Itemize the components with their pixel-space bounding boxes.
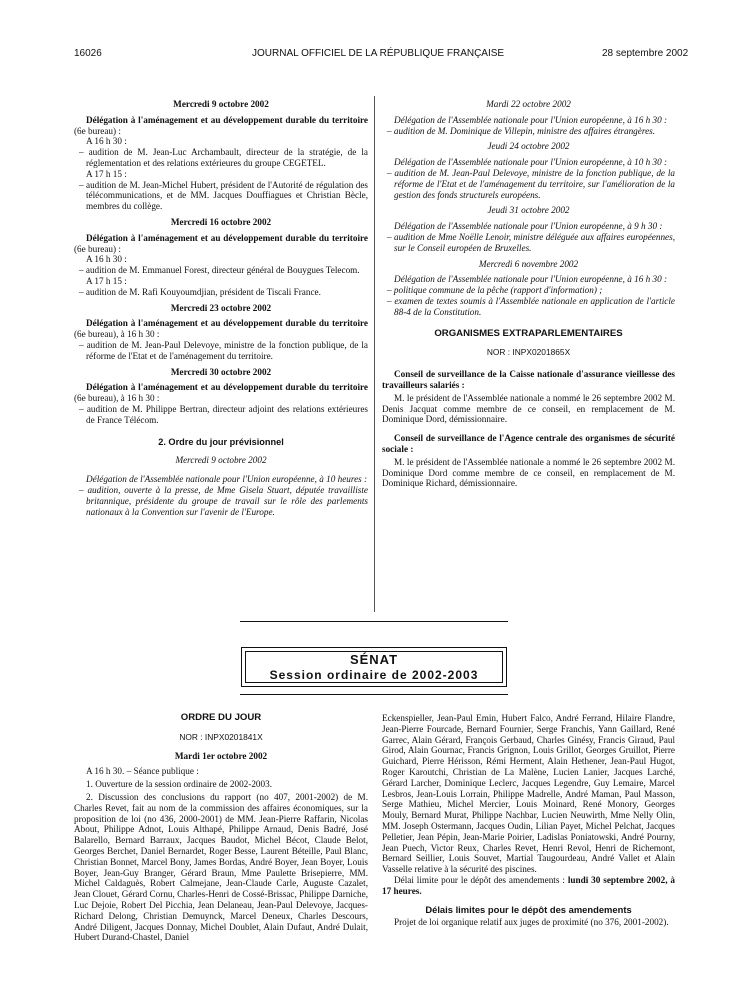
- council-heading: Conseil de surveillance de la Caisse nationale d'assurance vieillesse des travailleurs salariés :: [382, 369, 675, 390]
- agenda-item: – audition de Mme Noëlle Lenoir, ministre déléguée aux affaires européennes, sur le Conseil européen de Bruxelles.: [387, 231, 675, 253]
- column-divider: [374, 96, 375, 612]
- deadline-text: Projet de loi organique relatif aux juges de proximité (no 376, 2001-2002).: [394, 917, 669, 928]
- date-heading: Mercredi 6 novembre 2002: [478, 258, 579, 269]
- date-heading: Mercredi 23 octobre 2002: [170, 302, 272, 313]
- date-heading: Mardi 1er octobre 2002: [174, 750, 268, 761]
- page-number: 16026: [74, 48, 102, 59]
- delegation-heading: Délégation à l'aménagement et au développement durable du territoire (6e bureau), à 16 h 30 :: [74, 318, 368, 340]
- delegation-heading: Délégation de l'Assemblée nationale pour l'Union européenne, à 16 h 30 :: [394, 114, 668, 125]
- date-heading: Jeudi 24 octobre 2002: [487, 141, 570, 152]
- bottom-left-column: [74, 713, 368, 943]
- section-heading: Délais limites pour le dépôt des amendements: [425, 903, 632, 915]
- agenda-item: – audition de M. Jean-Luc Archambault, directeur de la stratégie, de la réglementation et des relations extérieures du groupe CEGETEL.: [79, 147, 368, 168]
- date-heading: Mardi 22 octobre 2002: [486, 99, 571, 109]
- delegation-heading: Délégation à l'aménagement et au développement durable du territoire (6e bureau) :: [74, 232, 368, 254]
- signatories-text: Eckenspieller, Jean-Paul Emin, Hubert Falco, André Ferrand, Hilaire Flandre, Jean-Pierre Fourcade, Bernard Fournier, Serge Franchis, Yann Gaillard, René Garrec, Alain Gérard, François Gerbaud, Charles Ginésy, Francis Giraud, Paul Girod, Alain Gournac, Francis Grignon, Louis Grillot, Georges Gruillot, Pierre Guichard, Pierre Hérisson, Rémi Herment, Alain Hethener, Jean-Paul Hugot, Roger Karoutchi, Christian de La Malène, Lucien Lanier, Jacques Larché, Gérard Larcher, Dominique Leclerc, Jacques Legendre, Guy Lemaire, Marcel Lesbros, Jean-Louis Lorrain, Philippe Madrelle, André Maman, Paul Masson, Serge Mathieu, Michel Mercier, Louis Moinard, René Monory, Georges Mouly, Bernard Murat, Philippe Nachbar, Lucien Neuwirth, Mme Nelly Olin, MM. Joseph Ostermann, Jacques Oudin, Lilian Payet, Michel Pelchat, Jacques Pelletier, Jean Pépin, Jean-Marie Poirier, Ladislas Poniatowski, André Pourny, Jean Puech, Victor Reux, Charles Revet, Henri Revol, Henri de Richemont, Bernard Seillier, Louis Souvet, Martial Taugourdeau, André Vallet et Alain Vasselle relative à la sécurité des piscines.: [382, 713, 675, 875]
- right-column: [382, 99, 675, 489]
- date-heading: Mercredi 30 octobre 2002: [170, 366, 272, 377]
- session-title: Session ordinaire de 2002-2003: [269, 668, 479, 682]
- agenda-item: – examen de textes soumis à l'Assemblée nationale en application de l'article 88-4 de la Constitution.: [387, 295, 675, 317]
- date-heading: Mercredi 9 octobre 2002: [175, 455, 267, 466]
- journal-title: JOURNAL OFFICIEL DE LA RÉPUBLIQUE FRANÇAISE: [252, 48, 505, 59]
- time-label: A 16 h 30 :: [86, 254, 127, 265]
- agenda-item: – audition de M. Jean-Paul Delevoye, ministre de la fonction publique, de la réforme de l'Etat et de l'aménagement du territoire, sur l'amélioration de la gestion des fonds structurels européens.: [387, 167, 675, 200]
- delegation-heading: Délégation de l'Assemblée nationale pour l'Union européenne, à 10 heures :: [86, 474, 368, 485]
- senat-title: SÉNAT: [349, 652, 399, 667]
- agenda-item: 1. Ouverture de la session ordinaire de 2002-2003.: [86, 779, 272, 790]
- council-text: M. le président de l'Assemblée nationale a nommé le 26 septembre 2002 M. Denis Jacquat comme membre de ce conseil, en remplacement de M. Dominique Dord, démissionnaire.: [382, 392, 675, 425]
- council-text: M. le président de l'Assemblée nationale a nommé le 26 septembre 2002 M. Dominique Dord comme membre de ce conseil, en remplacement de M. Dominique Richard, démissionnaire.: [382, 456, 675, 489]
- agenda-item: – audition de M. Rafi Kouyoumdjian, président de Tiscali France.: [79, 286, 321, 297]
- left-column: [74, 99, 368, 517]
- agenda-item: – audition de M. Jean-Michel Hubert, président de l'Autorité de régulation des télécommunications, et de MM. Jacques Douffiagues et Christian Bècle, membres du collège.: [79, 179, 368, 212]
- agenda-item: – audition de M. Philippe Bertran, directeur adjoint des relations extérieures de France Télécom.: [79, 403, 368, 425]
- nor-reference: NOR : INPX0201865X: [486, 347, 571, 358]
- council-heading: Conseil de surveillance de l'Agence centrale des organismes de sécurité sociale :: [382, 433, 675, 454]
- top-rule: [240, 621, 508, 622]
- page-header: [0, 0, 748, 60]
- agenda-item: – audition de M. Dominique de Villepin, ministre des affaires étrangères.: [387, 125, 656, 136]
- bottom-right-column: [382, 713, 675, 928]
- delegation-heading: Délégation de l'Assemblée nationale pour l'Union européenne, à 10 h 30 :: [394, 157, 668, 168]
- section-heading: ORGANISMES EXTRAPARLEMENTAIRES: [434, 327, 623, 339]
- time-label: A 16 h 30. – Séance publique :: [86, 766, 199, 777]
- nor-reference: NOR : INPX0201841X: [179, 731, 263, 742]
- date-heading: Mercredi 16 octobre 2002: [170, 216, 272, 227]
- agenda-item: 2. Discussion des conclusions du rapport (no 407, 2001-2002) de M. Charles Revet, fait au nom de la commission des affaires économiques, sur la proposition de loi (no 436, 2000-2001) de MM. Jean-Pierre Raffarin, Nicolas About, Philippe Adnot, Louis Althapé, Philippe Arnaud, Denis Badré, José Balarello, Bernard Barraux, Jacques Baudot, Michel Bécot, Claude Belot, Georges Berchet, Daniel Bernardet, Roger Besse, Laurent Béteille, Paul Blanc, Christian Bonnet, Marcel Bony, James Bordas, André Boyer, Jean Boyer, Louis Boyer, Jean-Guy Branger, Gérard Braun, Mme Paulette Brisepierre, MM. Michel Caldaguès, Robert Calmejane, Jean-Claude Carle, Auguste Cazalet, Jean Clouet, Gérard Cornu, Charles-Henri de Cossé-Brissac, Philippe Darniche, Luc Dejoie, Robert Del Picchia, Jean Delaneau, Jean-Paul Delevoye, Jacques-Richard Delong, Christian Demuynck, Marcel Deneux, Charles Descours, André Diligent, Jacques Donnay, Michel Doublet, Alain Dufaut, André Dulait, Hubert Durand-Chastel, Daniel: [74, 791, 368, 943]
- agenda-item: – audition, ouverte à la presse, de Mme Gisela Stuart, députée travailliste britannique, présidente du groupe de travail sur le rôle des parlements nationaux à la Convention sur l'avenir de l'Europe.: [79, 484, 368, 517]
- date-heading: Jeudi 31 octobre 2002: [487, 205, 570, 216]
- time-label: A 17 h 15 :: [86, 168, 127, 179]
- agenda-item: – audition de M. Emmanuel Forest, directeur général de Bouygues Telecom.: [79, 265, 360, 276]
- section-heading: 2. Ordre du jour prévisionnel: [158, 436, 284, 447]
- agenda-item: – politique commune de la pêche (rapport d'information) ;: [387, 285, 603, 296]
- agenda-item: – audition de M. Jean-Paul Delevoye, ministre de la fonction publique, de la réforme de l'Etat et de l'aménagement du territoire.: [79, 339, 368, 361]
- bottom-rule: [240, 694, 508, 695]
- delegation-heading: Délégation de l'Assemblée nationale pour l'Union européenne, à 9 h 30 :: [394, 221, 663, 232]
- senat-banner: [241, 647, 507, 687]
- time-label: A 17 h 15 :: [86, 275, 127, 286]
- delegation-heading: Délégation à l'aménagement et au développement durable du territoire (6e bureau), à 16 h 30 :: [74, 382, 368, 404]
- deadline-text: Délai limite pour le dépôt des amendements : lundi 30 septembre 2002, à 17 heures.: [382, 874, 675, 896]
- delegation-heading: Délégation à l'aménagement et au développement durable du territoire (6e bureau) :: [74, 114, 368, 136]
- time-label: A 16 h 30 :: [86, 136, 127, 147]
- section-heading: ORDRE DU JOUR: [180, 712, 262, 723]
- delegation-heading: Délégation de l'Assemblée nationale pour l'Union européenne, à 16 h 30 :: [394, 274, 668, 285]
- date-heading: Mercredi 9 octobre 2002: [173, 99, 269, 109]
- page-date: 28 septembre 2002: [602, 48, 689, 59]
